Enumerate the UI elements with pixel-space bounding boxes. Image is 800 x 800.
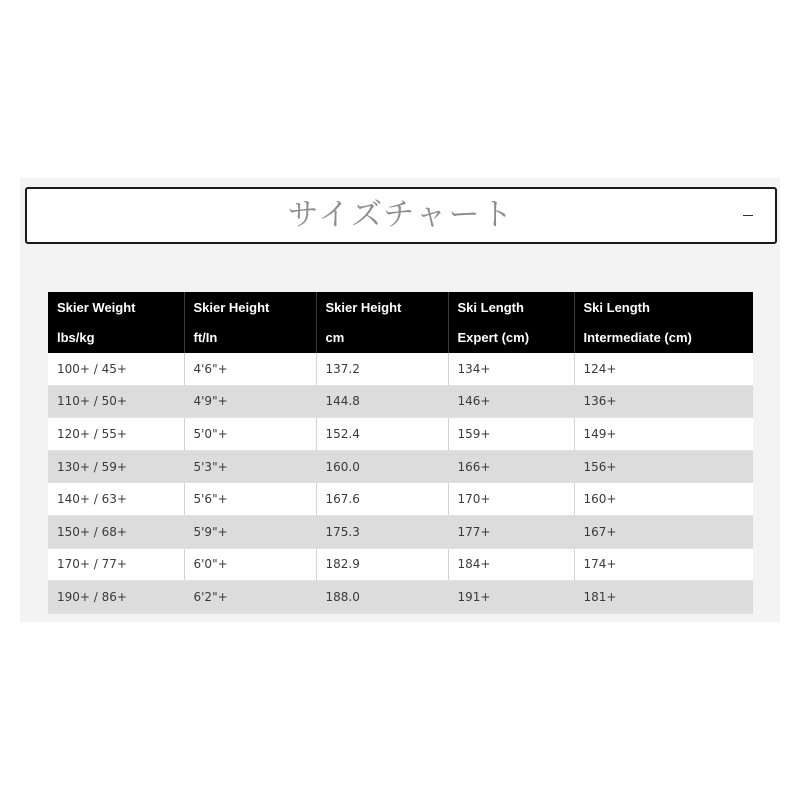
table-cell: 120+ / 55+: [48, 418, 184, 451]
table-cell: 4'9"+: [184, 385, 316, 418]
table-row: [48, 548, 753, 581]
table-cell: 160+: [574, 483, 753, 516]
table-cell: 6'2"+: [184, 581, 316, 614]
column-header-line1: Skier Height: [325, 300, 402, 315]
column-header-line2: Expert (cm): [457, 330, 530, 345]
table-row: [48, 483, 753, 516]
table-cell: 190+ / 86+: [48, 581, 184, 614]
table-cell: 167.6: [316, 483, 448, 516]
table-cell: 137.2: [316, 353, 448, 385]
table-cell: 175.3: [316, 515, 448, 548]
table-cell: 5'6"+: [184, 483, 316, 516]
size-chart-accordion-header[interactable]: [25, 187, 777, 244]
table-cell: 149+: [574, 418, 753, 451]
table-cell: 174+: [574, 548, 753, 581]
column-header-line1: Skier Weight: [57, 300, 136, 315]
table-cell: 188.0: [316, 581, 448, 614]
table-cell: 5'9"+: [184, 515, 316, 548]
table-cell: 6'0"+: [184, 548, 316, 581]
size-chart-table: [48, 292, 753, 614]
minus-icon[interactable]: [743, 215, 753, 216]
column-header: [48, 292, 184, 353]
table-cell: 110+ / 50+: [48, 385, 184, 418]
table-cell: 160.0: [316, 450, 448, 483]
table-cell: 144.8: [316, 385, 448, 418]
table-cell: 130+ / 59+: [48, 450, 184, 483]
size-chart-panel: [20, 178, 780, 622]
accordion-title: サイズチャート: [287, 197, 515, 233]
column-header: [184, 292, 316, 353]
table-row: [48, 450, 753, 483]
table-cell: 150+ / 68+: [48, 515, 184, 548]
table-cell: 170+: [448, 483, 574, 516]
table-cell: 170+ / 77+: [48, 548, 184, 581]
column-header-line2: Intermediate (cm): [583, 330, 692, 345]
table-cell: 181+: [574, 581, 753, 614]
column-header-line2: lbs/kg: [57, 330, 95, 345]
column-header-line1: Ski Length: [583, 300, 650, 315]
column-header: [448, 292, 574, 353]
table-cell: 134+: [448, 353, 574, 385]
column-header-line1: Ski Length: [457, 300, 524, 315]
table-cell: 182.9: [316, 548, 448, 581]
table-cell: 4'6"+: [184, 353, 316, 385]
column-header: [574, 292, 753, 353]
table-cell: 100+ / 45+: [48, 353, 184, 385]
column-header: [316, 292, 448, 353]
table-header-row: [48, 292, 753, 353]
table-cell: 191+: [448, 581, 574, 614]
table-row: [48, 353, 753, 385]
table-row: [48, 385, 753, 418]
table-cell: 159+: [448, 418, 574, 451]
table-cell: 152.4: [316, 418, 448, 451]
table-cell: 5'0"+: [184, 418, 316, 451]
table-cell: 136+: [574, 385, 753, 418]
column-header-line2: cm: [325, 330, 345, 345]
table-body: [48, 353, 753, 613]
table-cell: 167+: [574, 515, 753, 548]
column-header-line2: ft/In: [193, 330, 218, 345]
table-cell: 177+: [448, 515, 574, 548]
table-cell: 124+: [574, 353, 753, 385]
table-row: [48, 581, 753, 614]
table-cell: 5'3"+: [184, 450, 316, 483]
table-cell: 140+ / 63+: [48, 483, 184, 516]
table-row: [48, 418, 753, 451]
table-row: [48, 515, 753, 548]
table-cell: 166+: [448, 450, 574, 483]
table-cell: 184+: [448, 548, 574, 581]
table-cell: 146+: [448, 385, 574, 418]
table-cell: 156+: [574, 450, 753, 483]
column-header-line1: Skier Height: [193, 300, 270, 315]
